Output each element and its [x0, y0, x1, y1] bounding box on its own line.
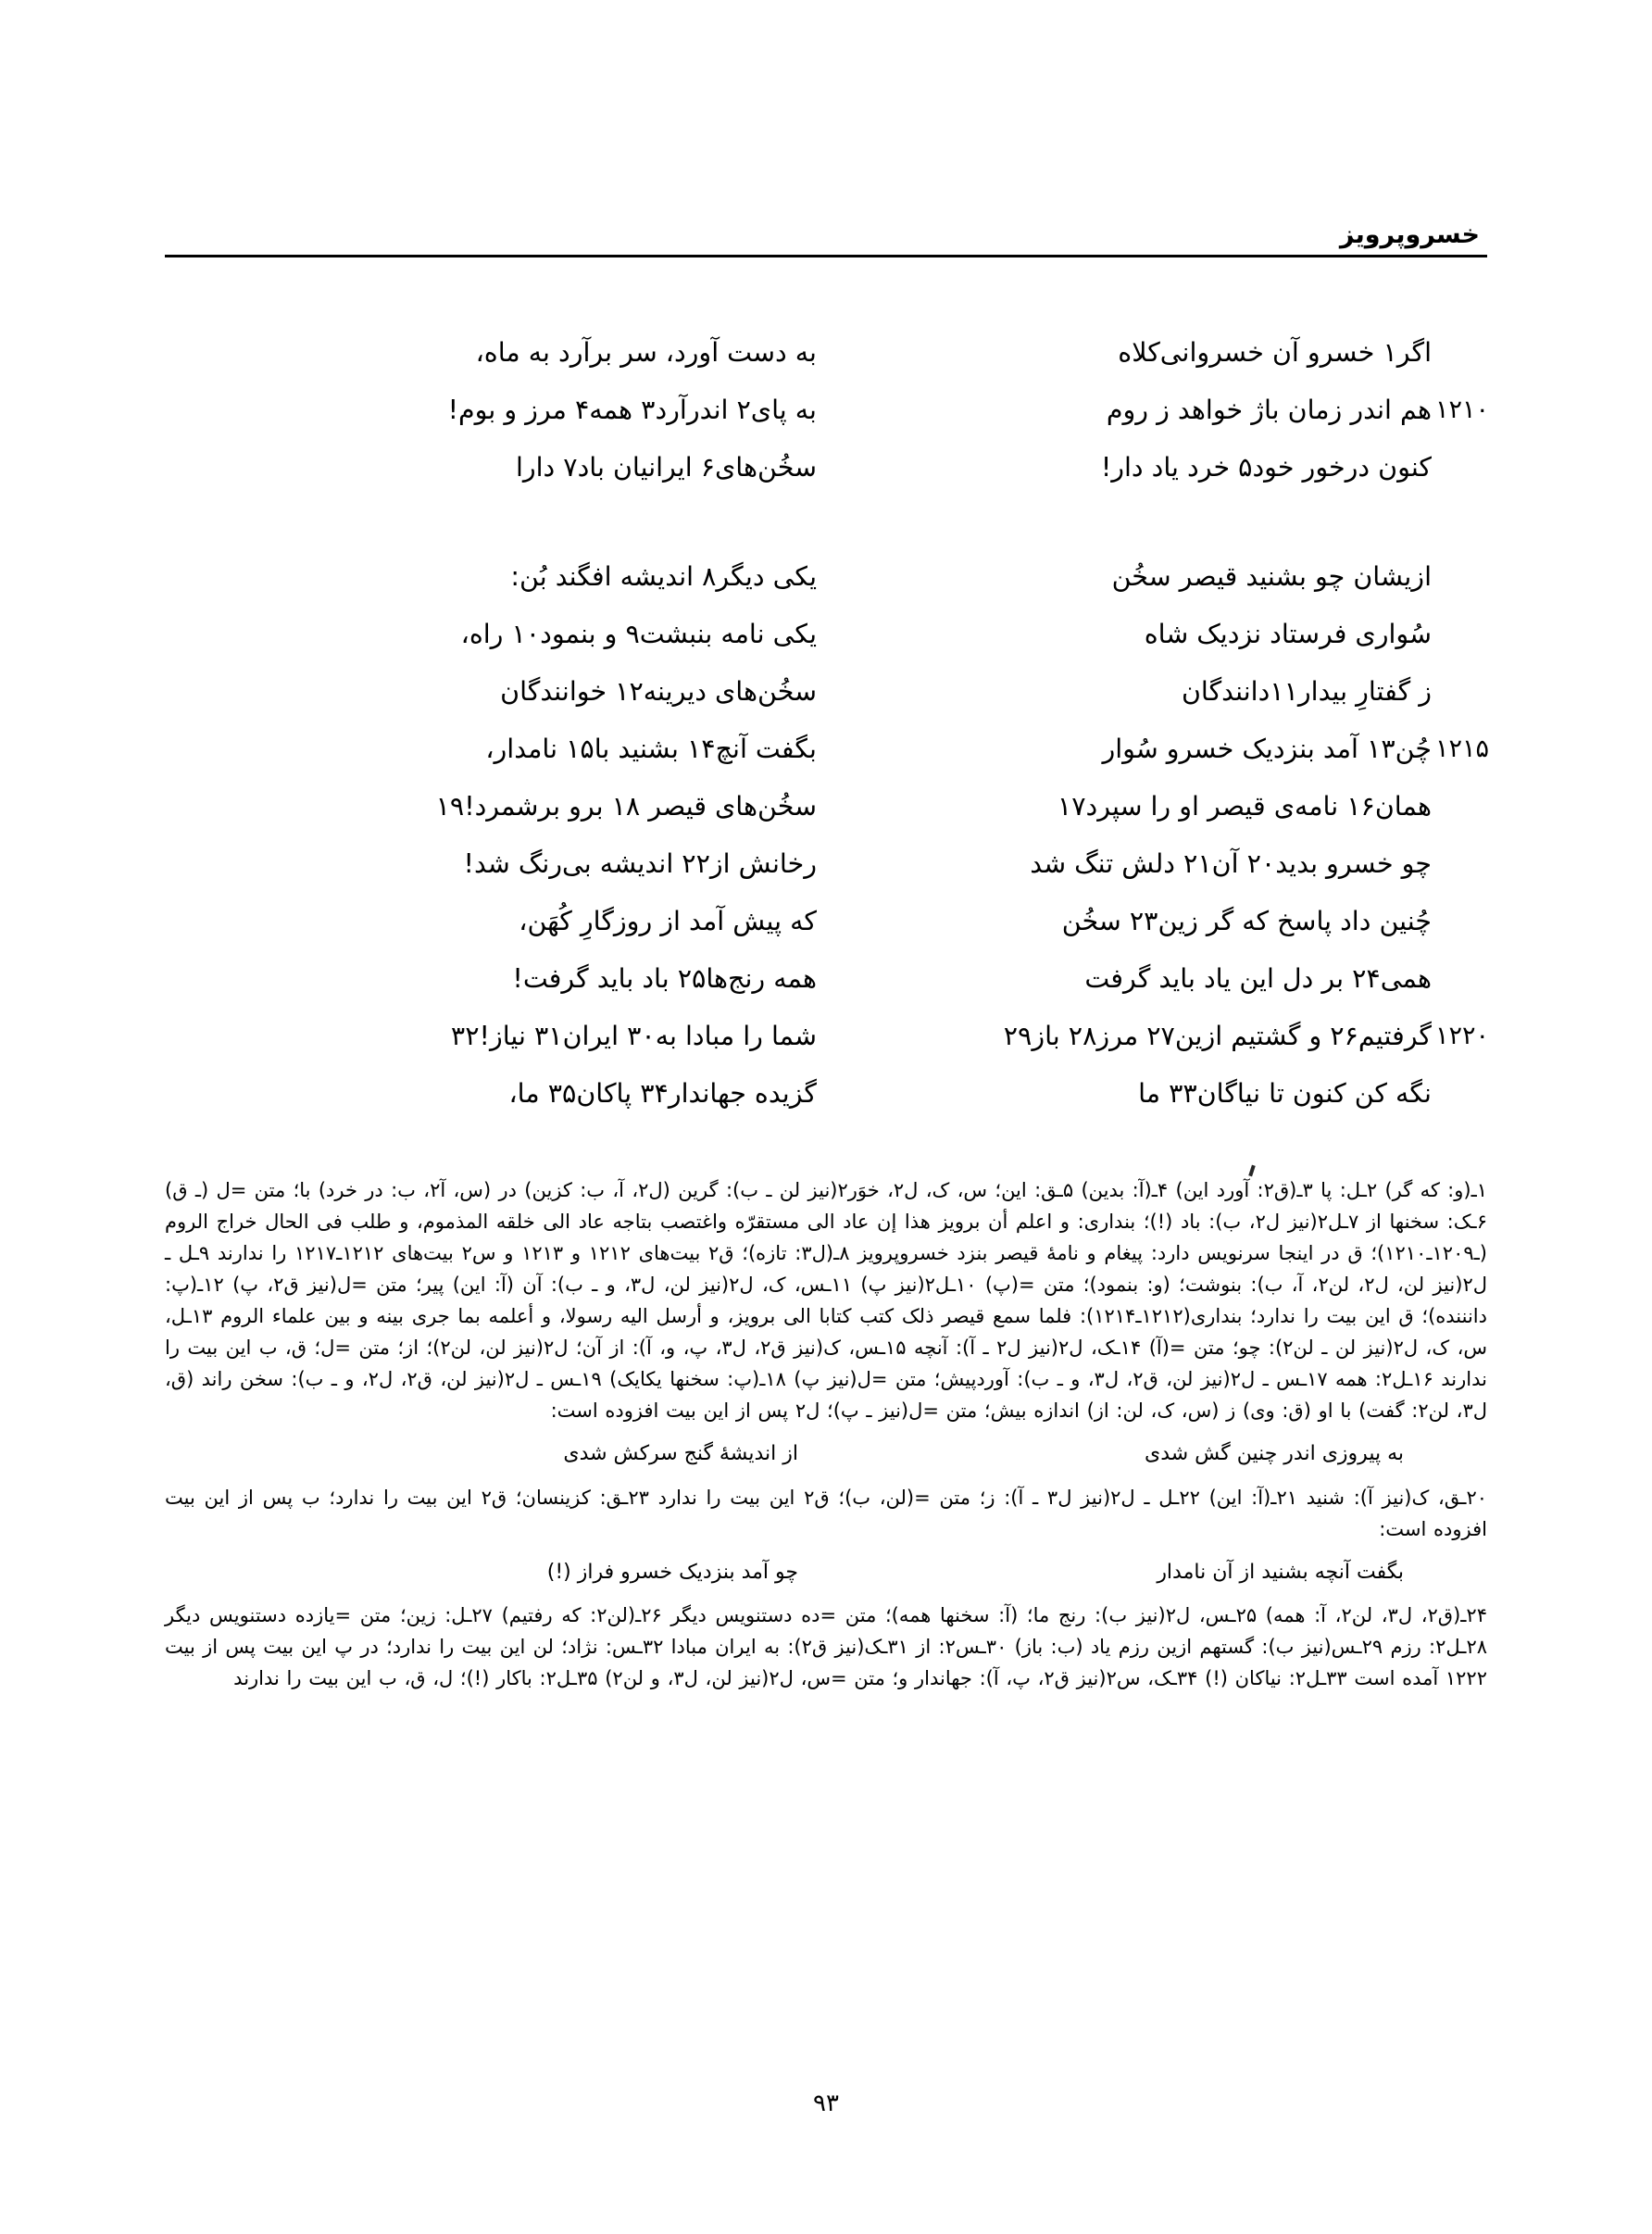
- hemistich-second: [165, 735, 826, 763]
- hemistich-first: [826, 965, 1487, 993]
- critical-apparatus: [165, 1174, 1487, 1694]
- verse-number: ۱۲۱۰: [1434, 395, 1489, 424]
- hemistich-second: [165, 1137, 826, 1165]
- hemistich-first: [826, 678, 1487, 706]
- verse-line: [165, 382, 1487, 439]
- verse-line: [165, 324, 1487, 382]
- hemistich-text: نگه کن کنون تا نیاگان۳۳ ما: [1138, 1078, 1432, 1110]
- stanza: [165, 324, 1487, 496]
- verse-line: [165, 548, 1487, 606]
- hemistich-first: [826, 454, 1487, 482]
- verse-line: [165, 950, 1487, 1008]
- hemistich-first: [826, 621, 1487, 648]
- hemistich-second: [165, 339, 826, 367]
- hemistich-text: همه رنج‌ها۲۵ باد باید گرفت!: [512, 963, 817, 995]
- hemistich-text: چو خسرو بدید۲۰ آن۲۱ دلش تنگ شد: [1030, 848, 1432, 880]
- hemistich-second: [165, 678, 826, 706]
- hemistich-text: گزیده جهاندار۳۴ پاکان۳۵ ما،: [508, 1078, 817, 1110]
- apparatus-paragraph: ۱ـ(و: که گر) ۲ـل: پا ۳ـ(ق۲: آورد این) ۴ـ(آ: بدین) ۵ـق: این؛ س، ک، ل۲، خوَر۲(نیز لن ـ ب): گرین (ل۲، آ، ب: کزین) در (س، آ۲، ب: در خرد) با؛ متن =ل (ـ ق) ۶ـک: سخنها از ۷ـل۲(نیز ل۲، ب): باد (!)؛ بنداری: و اعلم أن برویز هذا إن عاد الی مستقرّه واغتصب بتاجه عاد الی خلقه المذموم، و طلب فی الحال خراج الروم (ـ۱۲۰۹ـ۱۲۱۰)؛ ق در اینجا سرنویس دارد: پیغام و نامهٔ قیصر بنزد خسروپرویز ۸ـ(ل۳: تازه)؛ ق۲ بیت‌های ۱۲۱۲ و ۱۲۱۳ و س۲ بیت‌های ۱۲۱۲ـ۱۲۱۷ را ندارند ۹ـل ـ ل۲(نیز لن، ل۲، لن۲، آ، ب): بنوشت؛ (و: بنمود)؛ متن =(پ) ۱۰ـل۲(نیز پ) ۱۱ـس، ک، ل۲(نیز لن، ل۳، و ـ ب): آن (آ: این) پیر؛ متن =ل(نیز ق۲، پ) ۱۲ـ(پ: دانننده)؛ ق این بیت را ندارد؛ بنداری(۱۲۱۲ـ۱۲۱۴): فلما سمع قیصر ذلک کتب کتابا الی برویز، و أرسل الیه رسولا، و أعلمه بما جری بینه و بین علماء الروم ۱۳ـل، س، ک، ل۲(نیز لن ـ لن۲): چو؛ متن =(آ) ۱۴ـک، ل۲(نیز ل۲ ـ آ): آنچه ۱۵ـس، ک(نیز ق۲، ل۳، پ، و، آ): از آن؛ ل۲(نیز لن، لن۲)؛ از؛ متن =ل؛ ق، ب این بیت را ندارند ۱۶ـل۲: همه ۱۷ـس ـ ل۲(نیز لن، ق۲، ل۳، و ـ ب): آوردپیش؛ متن =ل(نیز پ) ۱۸ـ(پ: سخنها یکایک) ۱۹ـس ـ ل۲(نیز لن، ق۲، ل۲، و ـ ب): سخن راند (ق، ل۳، لن۲: گفت) با او (ق: وی) ز (س، ک، لن: از) اندازه بیش؛ متن =ل(نیز ـ پ)؛ ل۲ پس از این بیت افزوده است:: [165, 1179, 1488, 1423]
- hemistich-second: [165, 563, 826, 591]
- running-header: [165, 222, 1487, 287]
- verse-line: [165, 835, 1487, 893]
- hemistich-text: کنون درخور خود۵ خرد یاد دار!: [1100, 452, 1432, 483]
- verse-line: [165, 893, 1487, 950]
- verse-line: [165, 439, 1487, 496]
- hemistich-text: یکی دیگر۸ اندیشه افگند بُن:: [510, 561, 817, 593]
- verse-line: [165, 1008, 1487, 1065]
- page-title: خسروپرویز: [1339, 220, 1480, 249]
- hemistich-text: همی۲۴ بر دل این یاد باید گرفت: [1084, 963, 1432, 995]
- inset-hemistich-first: به پیروزی اندر چنین گش شدی: [1144, 1442, 1404, 1466]
- hemistich-second: [165, 1080, 826, 1108]
- verse-body: [165, 324, 1487, 1289]
- hemistich-text: شما را مبادا به۳۰ ایران۳۱ نیاز!۳۲: [450, 1021, 817, 1052]
- hemistich-first: [826, 1137, 1487, 1165]
- hemistich-text: به دست آورد، سر برآرد به ماه،: [475, 337, 817, 369]
- hemistich-second: [165, 454, 826, 482]
- hemistich-second: [165, 621, 826, 648]
- hemistich-first: [826, 339, 1487, 367]
- hemistich-text: هم اندر زمان باژ خواهد ز روم: [1106, 395, 1432, 426]
- header-divider: [165, 255, 1487, 257]
- hemistich-text: ازیشان چو بشنید قیصر سخُن: [1111, 561, 1432, 593]
- hemistich-text: همان۱۶ نامه‌ی قیصر او را سپرد۱۷: [1057, 791, 1432, 822]
- apparatus-paragraph: ۲۴ـ(ق۲، ل۳، لن۲، آ: همه) ۲۵ـس، ل۲(نیز ب): رنج ما؛ (آ: سخنها همه)؛ متن =ده دستنویس دیگر ۲۶ـ(لن۲: که رفتیم) ۲۷ـل: زین؛ متن =یازده دستنویس دیگر ۲۸ـل۲: رزم ۲۹ـس(نیز ب): گستهم ازین رزم یاد (ب: باز) ۳۰ـس۲: از ۳۱ـک(نیز ق۲): به ایران مبادا ۳۲ـس: نژاد؛ لن این بیت را ندارد؛ در پ این بیت پس از بیت ۱۲۲۲ آمده است ۳۳ـل۲: نیاکان (!) ۳۴ـک، س۲(نیز ق۲، پ، آ): جهاندار و؛ متن =س، ل۲(نیز لن، ل۳، و لن۲) ۳۵ـل۲: باکار (!)؛ ل، ق، ب این بیت را ندارند: [165, 1604, 1487, 1690]
- hemistich-text: سخُن‌های قیصر ۱۸ برو برشمرد!۱۹: [435, 791, 817, 822]
- verse-number: ۱۲۲۰: [1434, 1021, 1489, 1050]
- hemistich-first: [826, 1080, 1487, 1108]
- hemistich-text: ز گفتارِ بیدار۱۱دانندگان: [1181, 676, 1432, 708]
- hemistich-text: که پیش آمد از روزگارِ کُهَن،: [519, 906, 817, 937]
- hemistich-first: [826, 908, 1487, 935]
- hemistich-first: [826, 1023, 1487, 1050]
- verse-line: [165, 778, 1487, 835]
- hemistich-text: به پای۲ اندرآرد۳ همه۴ مرز و بوم!: [447, 395, 817, 426]
- verse-line: [165, 606, 1487, 663]
- hemistich-text: رخانش از۲۲ اندیشه بی‌رنگ شد!: [463, 848, 817, 880]
- hemistich-first: [826, 396, 1487, 424]
- verse-number: ۱۲۱۵: [1434, 734, 1489, 763]
- hemistich-text: اگر۱ خسرو آن خسروانی‌کلاه: [1118, 337, 1432, 369]
- hemistich-second: [165, 908, 826, 935]
- hemistich-first: [826, 735, 1487, 763]
- apparatus-paragraph: ۲۰ـق، ک(نیز آ): شنید ۲۱ـ(آ: این) ۲۲ـل ـ ل۲(نیز ل۳ ـ آ): ز؛ متن =(لن، ب)؛ ق۲ این بیت را ندارد ۲۳ـق: کزینسان؛ ق۲ این بیت را ندارد؛ ب پس از این بیت افزوده است:: [165, 1486, 1488, 1540]
- verse-line: [165, 1065, 1487, 1123]
- hemistich-text: بگفت آنچ۱۴ بشنید با۱۵ نامدار،: [485, 734, 817, 765]
- inset-hemistich-second: چو آمد بنزدیک خسرو فراز (!): [546, 1560, 798, 1584]
- hemistich-text: سخُن‌های۶ ایرانیان باد۷ دارا: [515, 452, 817, 483]
- hemistich-text: گرفتیم۲۶ و گشتیم ازین۲۷ مرز۲۸ باز۲۹: [1003, 1021, 1432, 1052]
- apparatus-inset-verse: [165, 1437, 1487, 1471]
- hemistich-text: یکی نامه بنبشت۹ و بنمود۱۰ راه،: [460, 619, 817, 650]
- folio-number: ۹۳: [813, 2090, 839, 2117]
- stanza: [165, 548, 1487, 1237]
- hemistich-text: چُنین داد پاسخ که گر زین۲۳ سخُن: [1061, 906, 1432, 937]
- hemistich-second: [165, 1023, 826, 1050]
- hemistich-first: [826, 563, 1487, 591]
- hemistich-first: [826, 850, 1487, 878]
- hemistich-first: [826, 793, 1487, 821]
- inset-hemistich-second: از اندیشهٔ گنج سرکش شدی: [563, 1442, 798, 1466]
- hemistich-text: سُواری فرستاد نزدیک شاه: [1144, 619, 1432, 650]
- hemistich-second: [165, 793, 826, 821]
- hemistich-second: [165, 850, 826, 878]
- verse-line: [165, 663, 1487, 721]
- hemistich-text: چُن۱۳ آمد بنزدیک خسرو سُوار: [1102, 734, 1432, 765]
- verse-line: [165, 721, 1487, 778]
- hemistich-second: [165, 396, 826, 424]
- hemistich-text: سخُن‌های دیرینه۱۲ خوانندگان: [500, 676, 817, 708]
- apparatus-inset-verse: [165, 1556, 1487, 1589]
- hemistich-second: [165, 965, 826, 993]
- verse-line: [165, 1123, 1487, 1180]
- inset-hemistich-first: بگفت آنچه بشنید از آن نامدار: [1157, 1560, 1404, 1584]
